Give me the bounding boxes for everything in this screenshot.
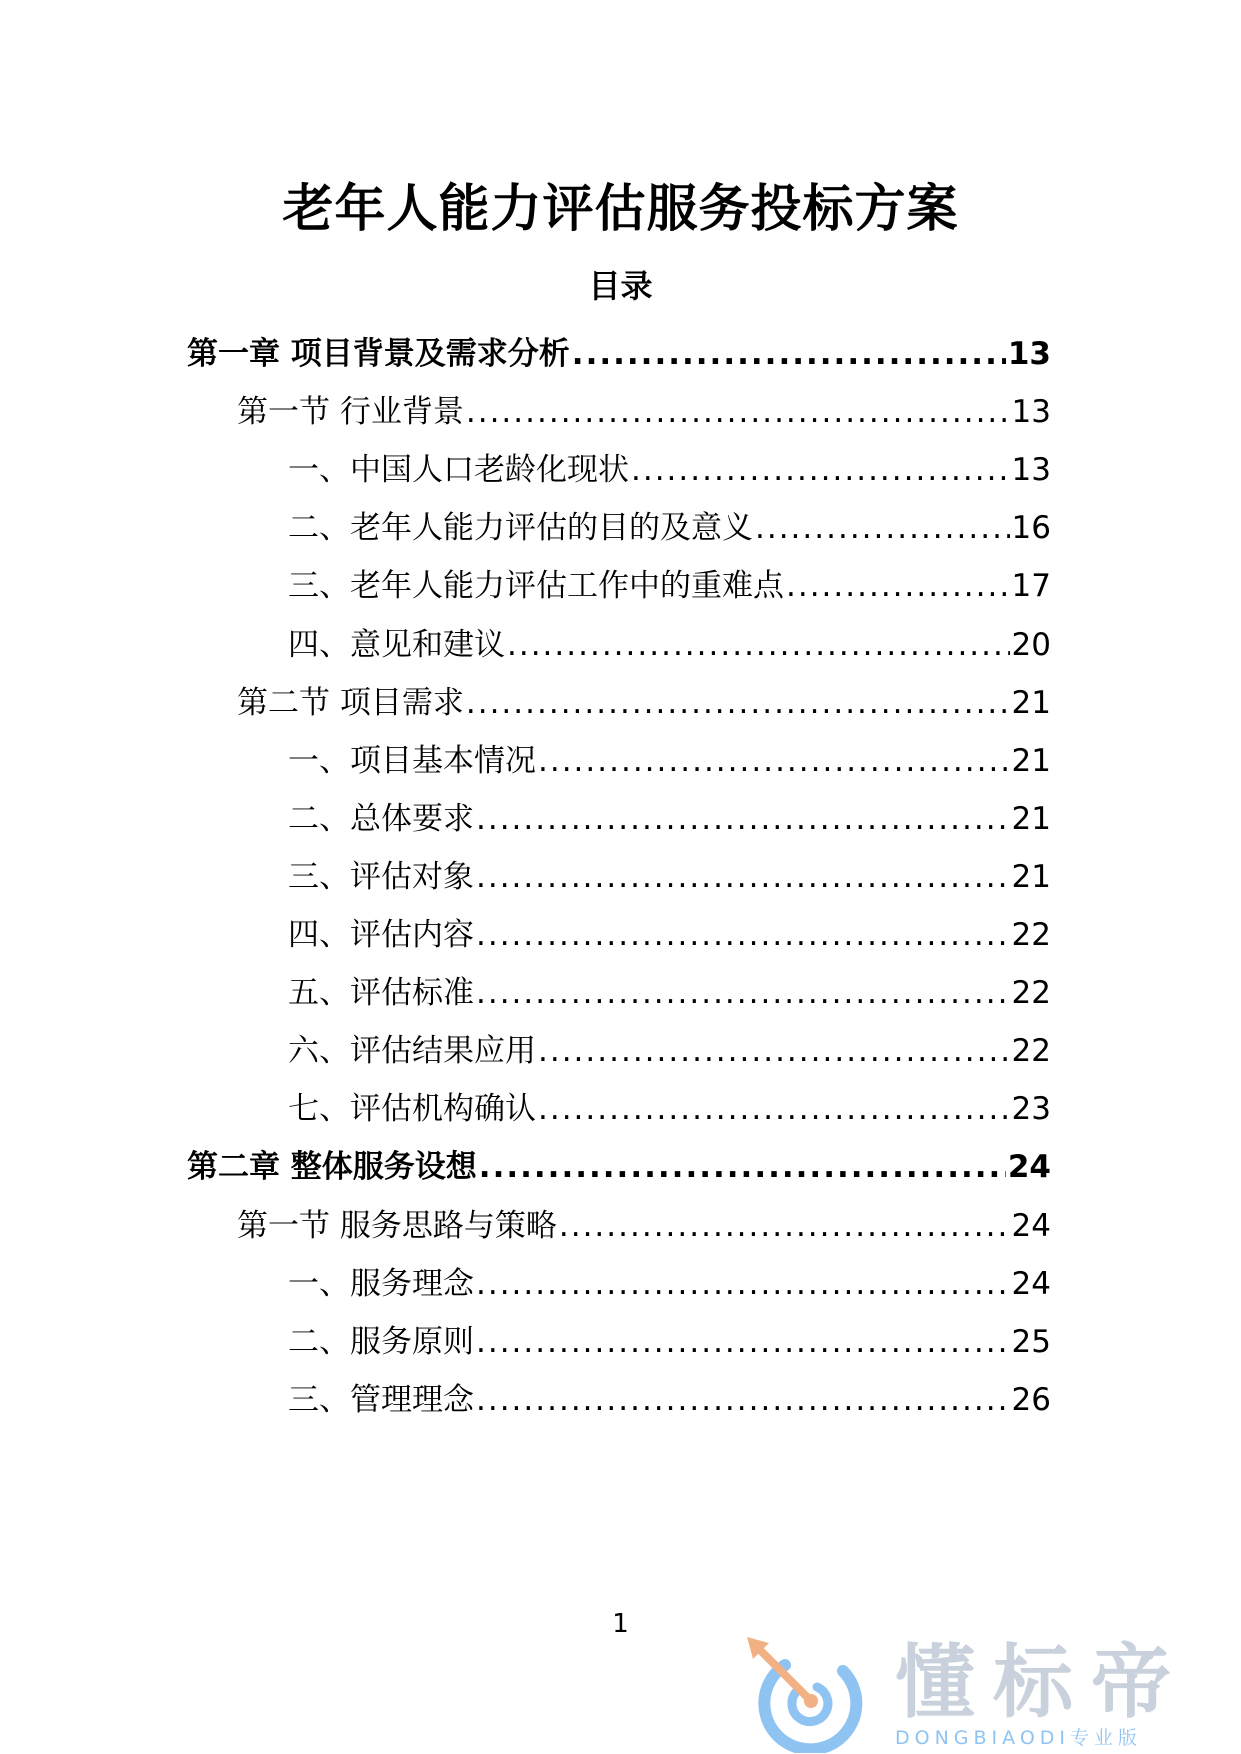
toc-entry-page: 21: [1011, 859, 1051, 895]
watermark-brand: 懂标帝: [895, 1636, 1189, 1729]
toc-entry-label: 四、意见和建议: [288, 627, 505, 663]
toc-section-entry[interactable]: [237, 1202, 1051, 1250]
toc-dot-leader: [538, 1027, 1010, 1075]
toc-entry-page: 22: [1011, 1033, 1051, 1069]
toc-dot-leader: [476, 853, 1010, 901]
toc-entry-label: 二、老年人能力评估的目的及意义: [288, 510, 753, 546]
toc-dot-leader: [631, 446, 1010, 494]
toc-entry-page: 20: [1011, 627, 1051, 663]
toc-entry-label: 五、评估标准: [288, 975, 474, 1011]
toc-chapter-entry[interactable]: [187, 330, 1051, 378]
toc-chapter-entry[interactable]: [187, 1143, 1051, 1191]
toc-entry-page: 22: [1011, 975, 1051, 1011]
toc-dot-leader: [466, 388, 1010, 436]
toc-entry-label: 二、总体要求: [288, 801, 474, 837]
toc-entry-label: 一、服务理念: [288, 1266, 474, 1302]
toc-dot-leader: [479, 1143, 1006, 1191]
toc-entry-label: 三、管理理念: [288, 1382, 474, 1418]
toc-subsection-entry[interactable]: [288, 1027, 1051, 1075]
toc-entry-page: 22: [1011, 917, 1051, 953]
page-number: 1: [612, 1609, 629, 1639]
toc-entry-label: 第二章 整体服务设想: [187, 1149, 477, 1185]
toc-subsection-entry[interactable]: [288, 1085, 1051, 1133]
toc-dot-leader: [559, 1202, 1010, 1250]
watermark-subtitle: DONGBIAODI专业版: [895, 1727, 1143, 1749]
document-title: 老年人能力评估服务投标方案: [282, 180, 959, 239]
toc-dot-leader: [572, 330, 1006, 378]
toc-entry-label: 三、老年人能力评估工作中的重难点: [288, 568, 784, 604]
toc-subsection-entry[interactable]: [288, 795, 1051, 843]
toc-entry-label: 一、中国人口老龄化现状: [288, 452, 629, 488]
toc-entry-page: 26: [1011, 1382, 1051, 1418]
toc-entry-page: 24: [1011, 1266, 1051, 1302]
toc-entry-page: 25: [1011, 1324, 1051, 1360]
toc-dot-leader: [755, 504, 1010, 552]
toc-entry-page: 13: [1011, 452, 1051, 488]
toc-dot-leader: [466, 679, 1010, 727]
toc-entry-label: 七、评估机构确认: [288, 1091, 536, 1127]
toc-dot-leader: [476, 795, 1010, 843]
toc-subsection-entry[interactable]: [288, 1376, 1051, 1424]
toc-subsection-entry[interactable]: [288, 446, 1051, 494]
toc-entry-label: 第二节 项目需求: [237, 685, 464, 721]
toc-heading: 目录: [588, 267, 653, 305]
toc-dot-leader: [476, 969, 1010, 1017]
toc-entry-page: 16: [1011, 510, 1051, 546]
toc-dot-leader: [786, 562, 1010, 610]
toc-subsection-entry[interactable]: [288, 853, 1051, 901]
toc-entry-page: 21: [1011, 685, 1051, 721]
toc-entry-label: 第一章 项目背景及需求分析: [187, 336, 570, 372]
toc-entry-page: 21: [1011, 801, 1051, 837]
toc-entry-label: 三、评估对象: [288, 859, 474, 895]
toc-entry-page: 17: [1011, 568, 1051, 604]
toc-dot-leader: [538, 1085, 1010, 1133]
toc-entry-page: 21: [1011, 743, 1051, 779]
toc-section-entry[interactable]: [237, 388, 1051, 436]
toc-entry-page: 13: [1011, 394, 1051, 430]
toc-subsection-entry[interactable]: [288, 969, 1051, 1017]
toc-section-entry[interactable]: [237, 679, 1051, 727]
toc-entry-label: 四、评估内容: [288, 917, 474, 953]
toc-entry-page: 23: [1011, 1091, 1051, 1127]
target-arrow-icon: [745, 1635, 875, 1753]
toc-subsection-entry[interactable]: [288, 562, 1051, 610]
toc-subsection-entry[interactable]: [288, 1318, 1051, 1366]
toc-dot-leader: [538, 737, 1010, 785]
watermark: [745, 1635, 1215, 1750]
toc-subsection-entry[interactable]: [288, 911, 1051, 959]
toc-dot-leader: [476, 1318, 1010, 1366]
toc-entry-page: 24: [1011, 1208, 1051, 1244]
toc-entry-page: 13: [1007, 336, 1051, 372]
toc-entry-page: 24: [1007, 1149, 1051, 1185]
toc-subsection-entry[interactable]: [288, 621, 1051, 669]
toc-entry-label: 一、项目基本情况: [288, 743, 536, 779]
toc-entry-label: 二、服务原则: [288, 1324, 474, 1360]
toc-subsection-entry[interactable]: [288, 1260, 1051, 1308]
toc-dot-leader: [476, 911, 1010, 959]
toc-entry-label: 第一节 服务思路与策略: [237, 1208, 557, 1244]
toc-entry-label: 六、评估结果应用: [288, 1033, 536, 1069]
toc-dot-leader: [507, 621, 1010, 669]
toc-subsection-entry[interactable]: [288, 504, 1051, 552]
toc-dot-leader: [476, 1260, 1010, 1308]
toc-entry-label: 第一节 行业背景: [237, 394, 464, 430]
toc-dot-leader: [476, 1376, 1010, 1424]
toc-subsection-entry[interactable]: [288, 737, 1051, 785]
